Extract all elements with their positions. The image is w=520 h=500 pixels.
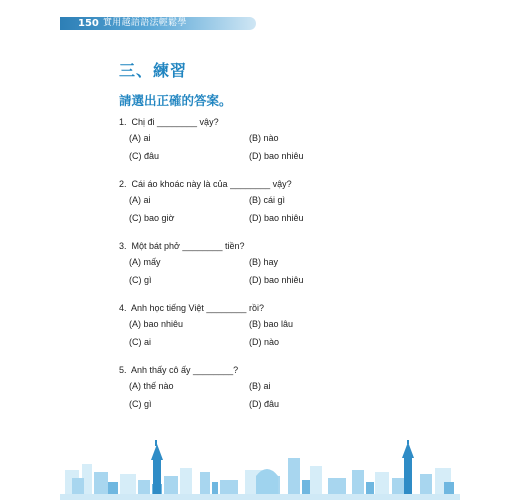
option-c: (C) gì	[129, 275, 152, 285]
option-c: (C) bao giờ	[129, 213, 175, 223]
option-c: (C) ai	[129, 337, 151, 347]
exercise-instruction: 請選出正確的答案。	[119, 93, 232, 108]
option-d: (D) bao nhiêu	[249, 275, 304, 285]
option-a: (A) mấy	[129, 257, 161, 267]
city-skyline-illustration	[60, 440, 460, 500]
option-a: (A) ai	[129, 133, 151, 143]
option-d: (D) nào	[249, 337, 280, 347]
question-stem: 2. Cái áo khoác này là của ________ vậy?	[119, 179, 292, 189]
question-stem: 4. Anh học tiếng Việt ________ rồi?	[119, 303, 264, 313]
option-a: (A) thế nào	[129, 381, 174, 391]
option-c: (C) đâu	[129, 151, 160, 161]
option-b: (B) bao lâu	[249, 319, 294, 329]
option-b: (B) hay	[249, 257, 279, 267]
option-d: (D) đâu	[249, 399, 280, 409]
question-stem: 5. Anh thấy cô ấy ________?	[119, 365, 239, 375]
option-d: (D) bao nhiêu	[249, 151, 304, 161]
book-title: 實用越語語法輕鬆學	[103, 18, 187, 28]
option-b: (B) cái gì	[249, 195, 286, 205]
page-number: 150	[78, 18, 99, 29]
option-b: (B) nào	[249, 133, 279, 143]
option-a: (A) ai	[129, 195, 151, 205]
option-a: (A) bao nhiêu	[129, 319, 184, 329]
option-c: (C) gì	[129, 399, 152, 409]
option-b: (B) ai	[249, 381, 271, 391]
question-stem: 1. Chị đi ________ vậy?	[119, 117, 219, 127]
section-title: 三、練習	[119, 61, 188, 80]
question-stem: 3. Một bát phở ________ tiền?	[119, 241, 245, 251]
option-d: (D) bao nhiêu	[249, 213, 304, 223]
